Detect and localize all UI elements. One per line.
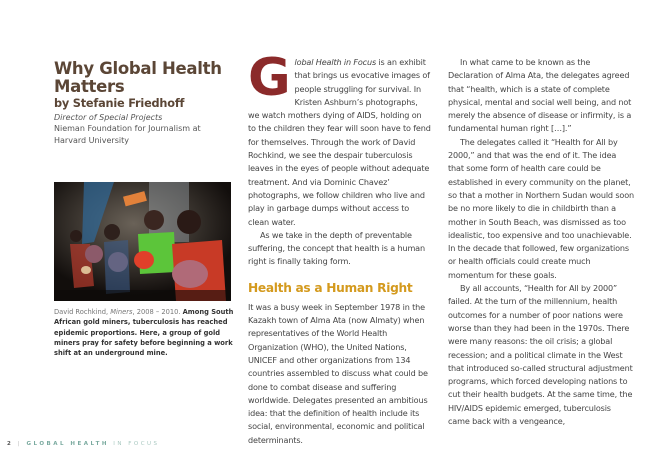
- caption-work-title: Miners: [110, 308, 133, 316]
- author-role: Director of Special Projects: [54, 113, 163, 122]
- paragraph-intro: [248, 48, 431, 229]
- paragraph: As we take in the depth of preventable suffering, the concept that health is a human right is finally taking form.: [248, 229, 425, 267]
- author-org-line2: Harvard University: [54, 136, 129, 145]
- body-column-2: [448, 56, 634, 428]
- photo-illustration: [54, 182, 231, 301]
- byline: by Stefanie Friedhoff: [54, 97, 185, 110]
- author-org-line1: Nieman Foundation for Journalism at: [54, 124, 201, 133]
- caption-years: , 2008 – 2010.: [132, 308, 183, 316]
- photo-caption: [54, 307, 236, 358]
- article-title-line1: Why Global Health: [54, 59, 222, 78]
- section-heading: Health as a Human Right: [248, 280, 413, 295]
- paragraph: It was a busy week in September 1978 in the Kazakh town of Alma Ata (now Almaty) when representatives of the World Health Organization (WHO), the United Nations, UNICEF and other organizations from 134 countries assembled to discuss what could be done to combat disease and suffering worldwide. Delegates presented an ambitious idea: that the definition of health include its social, environmental, economic and political determinants.: [248, 301, 428, 445]
- caption-photographer: David Rochkind,: [54, 308, 111, 316]
- paragraph: In what came to be known as the Declaration of Alma Ata, the delegates agreed that “health, which is a state of complete physical, mental and social well being, and not merely the absence of disease or infirmity, is a fundamental human right […].”: [448, 57, 632, 134]
- article-title-line2: Matters: [54, 77, 125, 96]
- caption-credit: [54, 308, 183, 316]
- body-column-1: [248, 48, 431, 447]
- article-header: [54, 60, 234, 147]
- intro-text: is an exhibit that brings us evocative images of people struggling for survival. In Kristen Ashburn’s photographs, we watch mothers dying of AIDS, holding on to the children they fear will soon have to fend for themselves. Through the work of David Rochkind, we see the despair tuberculosis leaves in the eyes of people without adequate treatment. And via Dominic Chavez’ photographs, we follow children who live and play in garbage dumps without access to clean water.: [248, 57, 431, 227]
- page-footer: [7, 441, 160, 447]
- article-title: [54, 60, 234, 96]
- paragraph: The delegates called it “Health for All by 2000,” and that was the end of it. The idea that some form of health care could be established in every community on the planet, so that a mother in Northern Sudan would soon be no more likely to die in childbirth than a mother in South Beach, was dismissed as too idealistic, too expensive and too unachievable. In the decade that followed, few organizations or health officials could create much momentum for these goals.: [448, 136, 634, 280]
- miners-photo: [54, 182, 231, 301]
- caption-description: Among South African gold miners, tuberculosis has reached epidemic proportions. Here, a group of gold miners pray for safety before beginning a work shift at an underground mine.: [54, 308, 234, 358]
- publication-name-suffix: IN FOCUS: [108, 441, 160, 447]
- paragraph: By all accounts, “Health for All by 2000” failed. At the turn of the millennium, health outcomes for a number of poor nations were worse than they had been in the 1970s. There were many reasons: the oil crisis; a global recession; and a political climate in the West that introduced so-called structural adjustment programs, which forced developing nations to cut their health budgets. At the same time, the HIV/AIDS epidemic emerged, tuberculosis came back with a vengeance,: [448, 283, 633, 427]
- dropcap-letter: G: [248, 48, 291, 108]
- publication-name: GLOBAL HEALTH: [26, 441, 109, 447]
- exhibit-title: lobal Health in Focus: [294, 57, 377, 67]
- footer-separator: |: [17, 441, 23, 447]
- author-org: [54, 123, 234, 147]
- page-number: 2: [7, 441, 14, 447]
